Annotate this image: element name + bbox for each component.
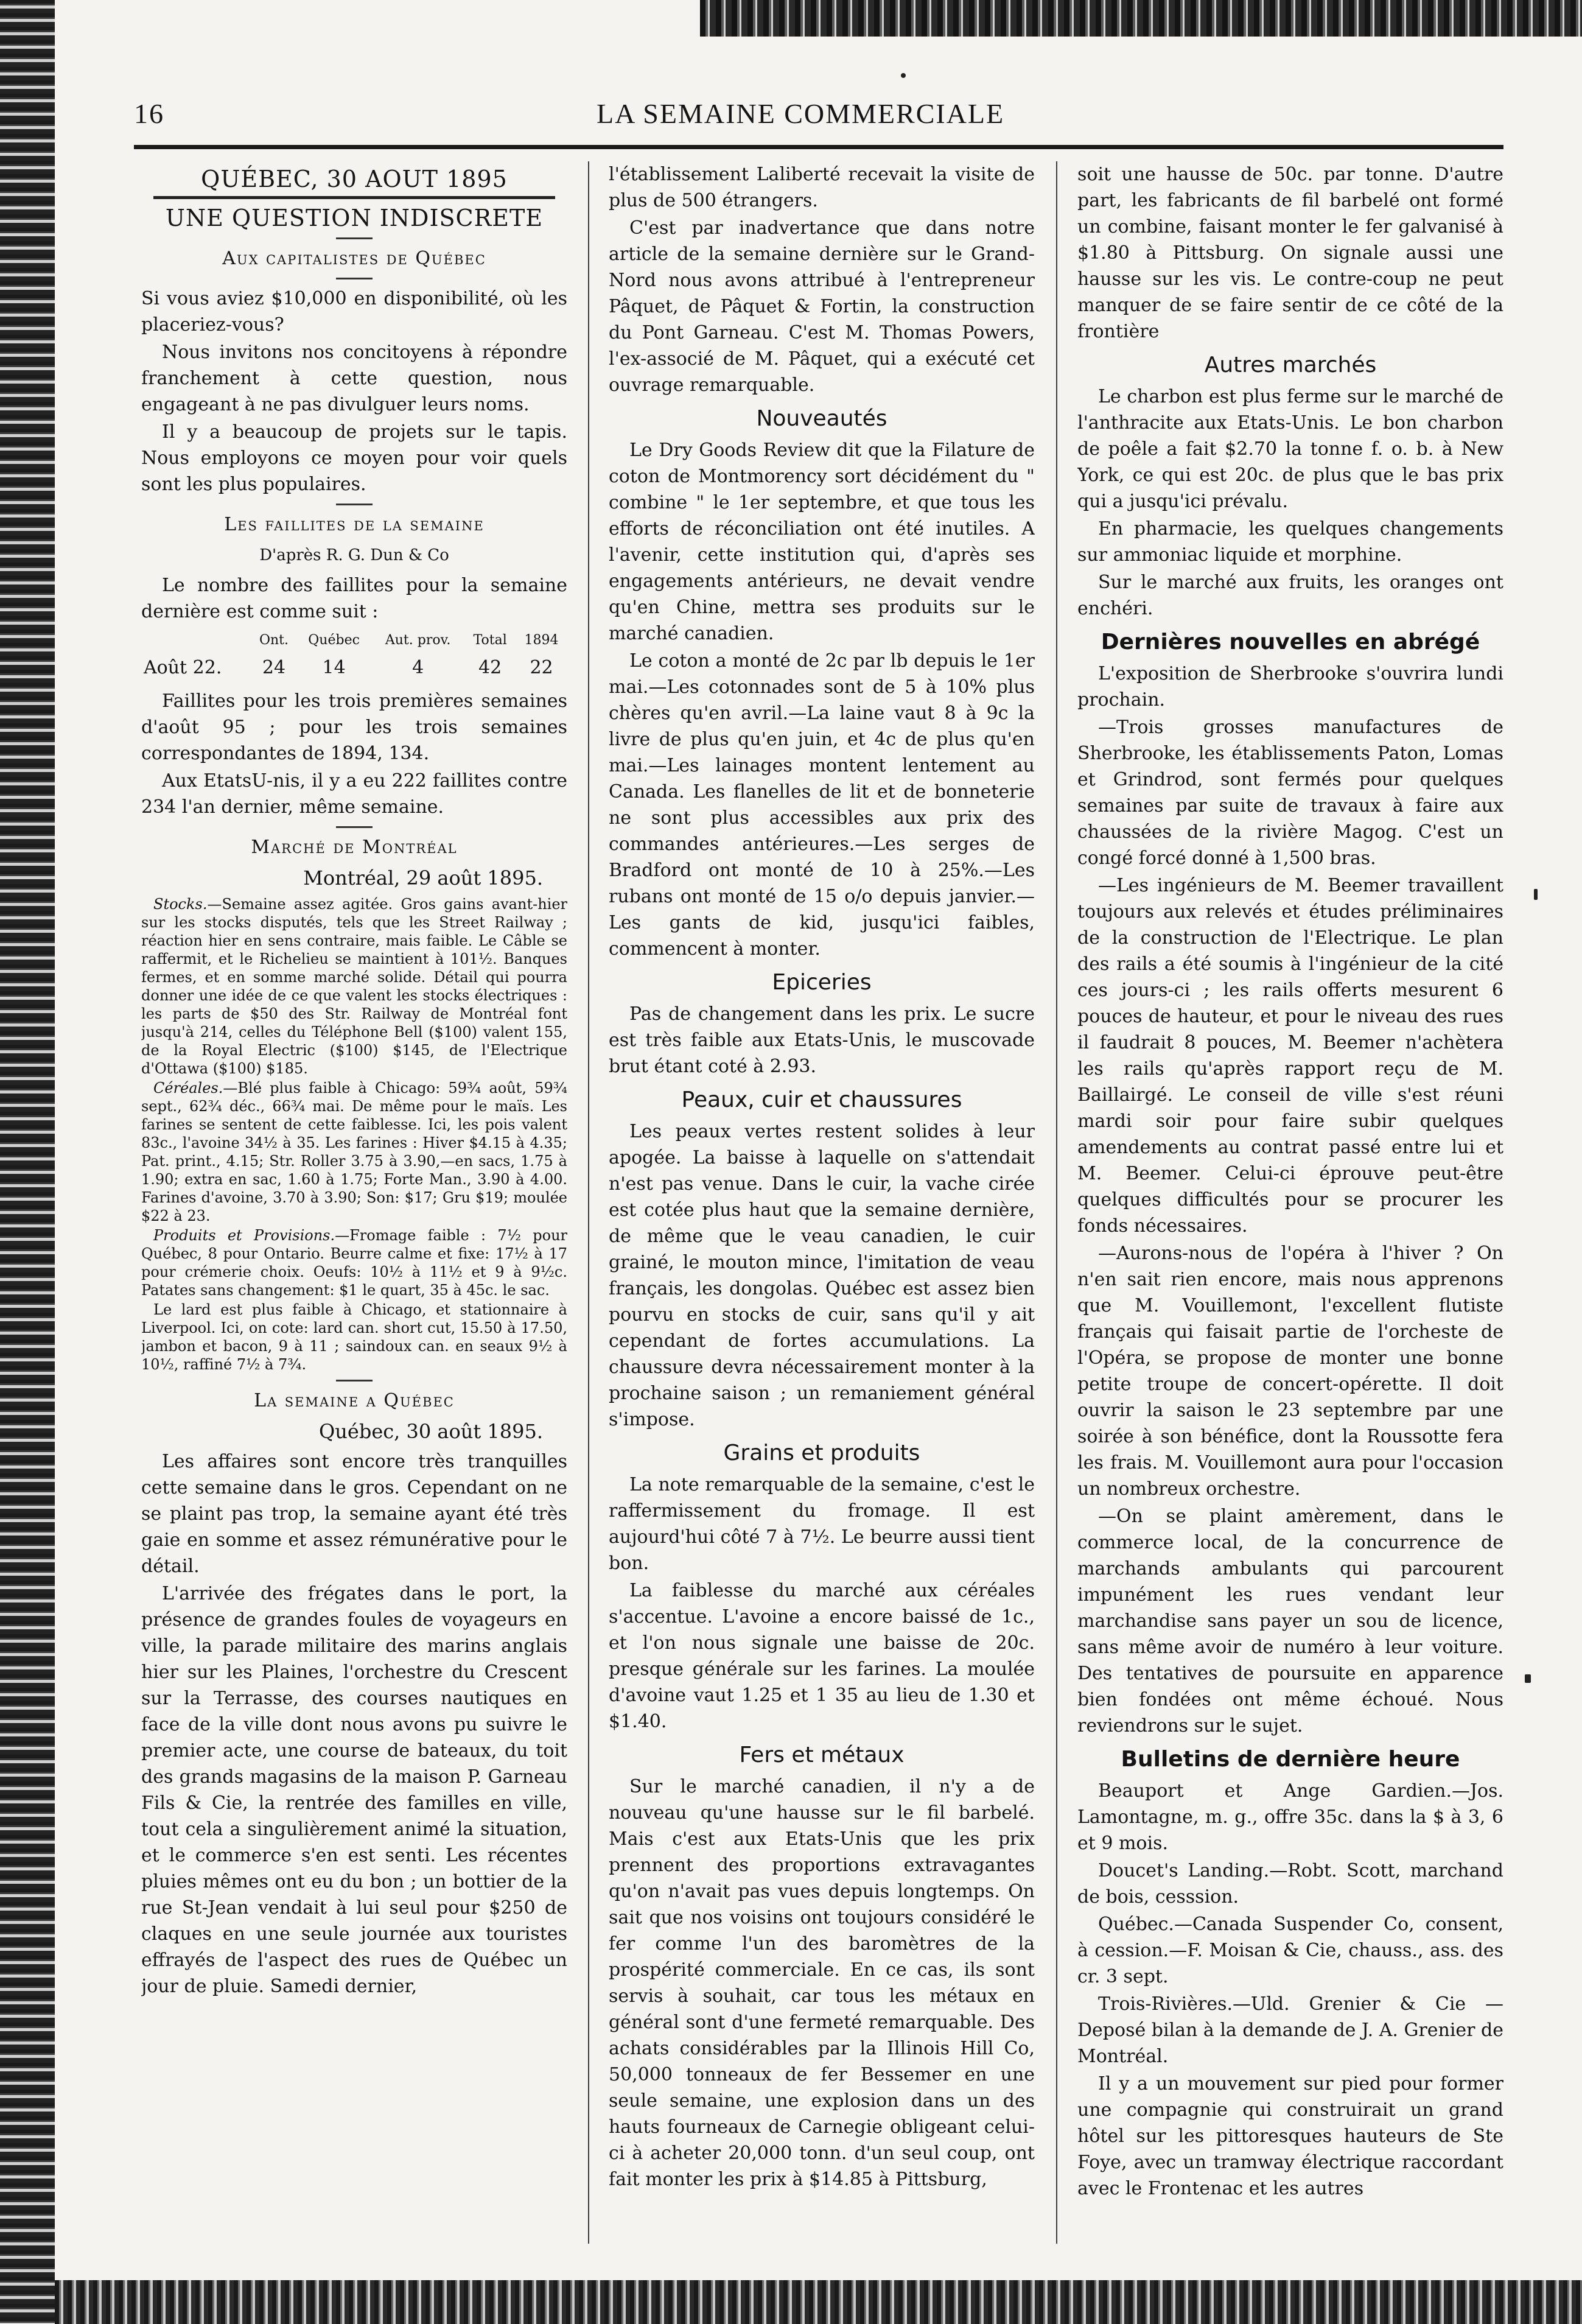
paragraph: —Trois grosses manufactures de Sherbrooke, les établissements Paton, Lomas et Grindrod, sont fermés pour quelques semaines par suite de travaux à faire aux chaussées de la rivière Magog. C'est un congé forcé donné à 1,500 bras.: [1077, 717, 1503, 869]
column-2: [609, 161, 1035, 2244]
section-heading-peaux: Peaux, cuir et chaussures: [681, 1087, 962, 1112]
scan-speck: [1534, 889, 1538, 900]
section-heading-epiceries: Epiceries: [772, 970, 872, 995]
market-report: [141, 895, 567, 1374]
column-1: [141, 161, 567, 2244]
header-rule: [134, 145, 1503, 149]
table-row: [141, 653, 567, 682]
short-rule: [336, 1380, 373, 1381]
short-rule: [336, 237, 373, 239]
paragraph: La faiblesse du marché aux céréales s'accentue. L'avoine a encore baissé de 1c., et l'on nous signale une baisse de 20c. presque générale sur les farines. La moulée d'avoine vaut 1.25 et 1 35 au lieu de 1.30 et $1.40.: [609, 1580, 1035, 1732]
section-heading-autres-marches: Autres marchés: [1204, 353, 1377, 377]
faillites-source: D'après R. G. Dun & Co: [259, 546, 449, 564]
column-rule-2: [1056, 161, 1057, 2244]
paragraph: —On se plaint amèrement, dans le commerce local, de la concurrence de marchands ambulants qui parcourent impunément les rues vendant leur marchandise sans payer un sou de licence, sans même avoir de numéro à leur voiture. Des tentatives de poursuite en apparence bien fondées ont même échoué. Nous reviendrons sur le sujet.: [1077, 1506, 1503, 1736]
page-number: 16: [134, 98, 164, 129]
scan-edge-left: [0, 0, 55, 2324]
paragraph: l'établissement Laliberté recevait la visite de plus de 500 étrangers.: [609, 164, 1035, 211]
article-title-question: UNE QUESTION INDISCRETE: [165, 205, 544, 231]
table-header-cell: Québec: [308, 633, 360, 648]
paragraph: Il y a beaucoup de projets sur le tapis. Nous employons ce moyen pour voir quels sont les plus populaires.: [141, 421, 567, 495]
paragraph: Sur le marché aux fruits, les oranges ont enchéri.: [1077, 572, 1503, 619]
scan-speck: [901, 73, 906, 78]
paragraph: Trois-Rivières.—Uld. Grenier & Cie —Deposé bilan à la demande de J. A. Grenier de Montréal.: [1077, 1993, 1503, 2067]
paragraph: Si vous aviez $10,000 en disponibilité, où les placeriez-vous?: [141, 288, 567, 335]
paragraph: Sur le marché canadien, il n'y a de nouveau qu'une hausse sur le fil barbelé. Mais c'est aux Etats-Unis que les prix prennent des proportions extravagantes qu'on n'avait pas vues depuis longtemps. On sait que nos voisins ont toujours considéré le fer comme l'un des baromètres de la prospérité commerciale. En ce cas, ils sont servis à souhait, car tous les métaux en général sont d'une fermeté remarquable. Des achats considérables par la Illinois Hill Co, 50,000 tonneaux de fer Bessemer en une seule semaine, une explosion dans un des hauts fourneaux de Carnegie obligeant celui-ci à acheter 20,000 tonn. d'un seul coup, ont fait monter les prix à $14.85 à Pittsburg,: [609, 1776, 1035, 2190]
table-header-cell: Aut. prov.: [385, 633, 451, 648]
paragraph: Pas de changement dans les prix. Le sucre est très faible aux Etats-Unis, le muscovade brut étant coté à 2.93.: [609, 1003, 1035, 1077]
semaine-heading: La semaine a Québec: [254, 1390, 455, 1411]
scan-edge-bottom: [55, 2280, 1582, 2324]
section-heading-bulletins: Bulletins de dernière heure: [1121, 1747, 1460, 1772]
table-cell: 42: [478, 657, 502, 678]
paragraph: Québec.—Canada Suspender Co, consent, à cession.—F. Moisan & Cie, chauss., ass. des cr. 3 sept.: [1077, 1914, 1503, 1987]
paragraph: Le coton a monté de 2c par lb depuis le 1er mai.—Les cotonnades sont de 5 à 10% plus chères qu'en avril.—La laine vaut 8 à 9c la livre de plus qu'en juin, et 4c de plus qu'en mai.—Les lainages montent lentement au Canada. Les flanelles de lit et de bonneterie ne sont plus accessibles aux prix des commandes antérieures.—Les serges de Bradford ont monté de 10 à 25%.—Les rubans ont monté de 15 o/o depuis janvier.—Les gants de kid, jusqu'ici faibles, commencent à monter.: [609, 650, 1035, 960]
short-rule: [336, 504, 373, 505]
table-header-cell: Total: [473, 633, 507, 648]
paragraph: Le nombre des faillites pour la semaine dernière est comme suit :: [141, 575, 567, 622]
heavy-rule: [153, 196, 555, 199]
table-cell: 14: [322, 657, 346, 678]
table-header-row: [141, 627, 567, 653]
paragraph: En pharmacie, les quelques changements sur ammoniac liquide et morphine.: [1077, 518, 1503, 566]
table-cell: 4: [412, 657, 424, 678]
semaine-date: Québec, 30 août 1895.: [319, 1420, 543, 1443]
section-heading-grains: Grains et produits: [723, 1441, 920, 1466]
paragraph: Il y a un mouvement sur pied pour former une compagnie qui construirait un grand hôtel sur les pittoresques hauteurs de Ste Foye, avec un tramway électrique raccordant avec le Frontenac et les autres: [1077, 2073, 1503, 2199]
paragraph: Nous invitons nos concitoyens à répondre franchement à cette question, nous engageant à ne pas divulguer leurs noms.: [141, 342, 567, 415]
section-heading-dernieres-nouvelles: Dernières nouvelles en abrégé: [1101, 630, 1480, 655]
paragraph: Les peaux vertes restent solides à leur apogée. La baisse à laquelle on s'attendait n'est pas venue. Dans le cuir, la vache cirée est cotée plus haut que la semaine dernière, de même que le veau canadien, le cuir grainé, le mouton mince, l'imitation de veau français, les dongolas. Québec est assez bien pourvu en stocks de cuir, sans qu'il y ait cependant de fortes accumulations. La chaussure devra nécessairement monter à la prochaine saison ; un remaniement général s'impose.: [609, 1121, 1035, 1430]
column-3: [1077, 161, 1503, 2244]
market-label: Stocks.: [153, 896, 208, 913]
table-header-cell: 1894: [524, 633, 559, 648]
market-text: Le lard est plus faible à Chicago, et stationnaire à Liverpool. Ici, on cote: lard can. short cut, 15.50 à 17.50, jambon et bacon, 9 à 11 ; saindoux can. en seaux 9½ à 10½, raffiné 7½ à 7¾.: [141, 1301, 567, 1373]
paragraph: C'est par inadvertance que dans notre article de la semaine dernière sur le Grand-Nord nous avons attribué à l'entrepreneur Pâquet, de Pâquet & Fortin, la construction du Pont Garneau. C'est M. Thomas Powers, l'ex-associé de M. Pâquet, qui a exécuté cet ouvrage remarquable.: [609, 217, 1035, 396]
market-paragraph: [141, 1301, 567, 1374]
paragraph: L'exposition de Sherbrooke s'ouvrira lundi prochain.: [1077, 663, 1503, 711]
paragraph: soit une hausse de 50c. par tonne. D'autre part, les fabricants de fil barbelé ont formé un combine, faisant monter le fer galvanisé à $1.80 à Pittsburg. On signale aussi une hausse sur les vis. Le contre-coup ne peut manquer de se faire sentir de ce côté de la frontière: [1077, 164, 1503, 342]
paragraph: Faillites pour les trois premières semaines d'août 95 ; pour les trois semaines correspondantes de 1894, 134.: [141, 690, 567, 764]
market-text: —Fromage faible : 7½ pour Québec, 8 pour Ontario. Beurre calme et fixe: 17½ à 17 pour crémerie choix. Oeufs: 10½ à 11½ et 9 à 9½c. Patates sans changement: $1 le quart, 35 à 45c. le sac.: [141, 1227, 567, 1299]
short-rule: [336, 278, 373, 279]
table-cell: 24: [262, 657, 286, 678]
market-paragraph: [141, 1226, 567, 1299]
paragraph: Le Dry Goods Review dit que la Filature de coton de Montmorency sort décidément du " combine " le 1er septembre, et que tous les efforts de réconciliation ont été inutiles. A l'avenir, cette institution qui, d'après ses engagements antérieurs, ne devait vendre qu'en Chine, mettra ses produits sur le marché canadien.: [609, 440, 1035, 644]
paragraph: Doucet's Landing.—Robt. Scott, marchand de bois, cesssion.: [1077, 1860, 1503, 1908]
paragraph: La note remarquable de la semaine, c'est le raffermissement du fromage. Il est aujourd'hui côté 7 à 7½. Le beurre aussi tient bon.: [609, 1474, 1035, 1574]
journal-title: LA SEMAINE COMMERCIALE: [597, 98, 1005, 129]
marche-heading: Marché de Montréal: [251, 837, 458, 858]
table-header-cell: Ont.: [259, 633, 289, 648]
paragraph: Aux EtatsU-nis, il y a eu 222 faillites contre 234 l'an dernier, même semaine.: [141, 770, 567, 818]
faillites-heading: Les faillites de la semaine: [224, 514, 485, 535]
section-heading-fers: Fers et métaux: [739, 1743, 905, 1768]
short-rule: [336, 826, 373, 828]
running-head: [134, 97, 1503, 140]
paragraph: L'arrivée des frégates dans le port, la présence de grandes foules de voyageurs en ville, la parade militaire des marins anglais hier sur les Plaines, l'orchestre du Crescent sur la Terrasse, des courses nautiques en face de la ville dont nous avons pu suivre le premier acte, une course de bateaux, du toit des grands magasins de la maison P. Garneau Fils & Cie, la rentrée des familles en ville, tout cela a singulièrement animé la situation, et le commerce s'en est senti. Les récentes pluies mêmes ont eu du bon ; un bottier de la rue St-Jean vendait à lui seul pour $250 de claques en une seule journée aux touristes effrayés de l'aspect des rues de Québec un jour de pluie. Samedi dernier,: [141, 1583, 567, 1997]
market-text: —Semaine assez agitée. Gros gains avant-hier sur les stocks disputés, tels que les Street Railway ; réaction hier en sens contraire, mais faible. Le Câble se raffermit, et le Richelieu se maintient à 101½. Banques fermes, et en somme marché solide. Détail qui pourra donner une idée de ce que valent les stocks électriques : les parts de $50 des Str. Railway de Montréal font jusqu'à 214, celles du Téléphone Bell ($100) valent 155, de la Royal Electric ($100) $145, de l'Electrique d'Ottawa ($100) $185.: [141, 896, 567, 1077]
column-rule-1: [588, 161, 589, 2244]
scan-edge-top: [700, 0, 1582, 37]
dateline: QUÉBEC, 30 AOUT 1895: [201, 166, 508, 192]
market-paragraph: [141, 895, 567, 1078]
paragraph: Le charbon est plus ferme sur le marché de l'anthracite aux Etats-Unis. Le bon charbon de poêle a fait $2.70 la tonne f. o. b. à New York, ce qui est 20c. de plus que le bas prix qui a jusqu'ici prévalu.: [1077, 386, 1503, 512]
market-paragraph: [141, 1079, 567, 1225]
market-label: Produits et Provisions.: [153, 1227, 335, 1244]
section-heading-nouveautes: Nouveautés: [756, 406, 887, 431]
table-cell: Août 22.: [144, 657, 222, 678]
paragraph: Beauport et Ange Gardien.—Jos. Lamontagne, m. g., offre 35c. dans la $ à 3, 6 et 9 mois.: [1077, 1780, 1503, 1854]
article-subtitle: Aux capitalistes de Québec: [222, 248, 486, 269]
marche-date: Montréal, 29 août 1895.: [303, 866, 543, 890]
paragraph: —Les ingénieurs de M. Beemer travaillent toujours aux relevés et études préliminaires de la construction de l'Electrique. Le plan des rails a été soumis à l'ingénieur de la cité ces jours-ci ; les rails offerts mesurent 6 pouces de hauteur, et pour le niveau des rues il faudrait 8 pouces, M. Beemer n'achètera les rails qu'après rapport reçu de M. Baillairgé. Le conseil de ville s'est réuni mardi soir pour faire subir quelques amendements au contrat passé entre lui et M. Beemer. Celui-ci éprouve peut-être quelques difficultés pour se procurer les fonds nécessaires.: [1077, 875, 1503, 1237]
table-cell: 22: [530, 657, 553, 678]
table-header-cell: [141, 627, 251, 653]
paragraph: Les affaires sont encore très tranquilles cette semaine dans le gros. Cependant on ne se plaint pas trop, la semaine ayant été très gaie en somme et assez rémunérative pour le détail.: [141, 1451, 567, 1577]
scan-speck: [1525, 1674, 1531, 1683]
market-text: —Blé plus faible à Chicago: 59¾ août, 59¾ sept., 62¾ déc., 66¾ mai. De même pour le maïs. Les farines se sentent de cette faiblesse. Ici, les pois valent 83c., l'avoine 34½ à 35. Les farines : Hiver $4.15 à 4.35; Pat. print., 4.15; Str. Roller 3.75 à 3.90,—en sacs, 1.75 à 1.90; extra en sac, 1.60 à 1.75; Forte Man., 3.90 à 4.00. Farines d'avoine, 3.70 à 3.90; Son: $17; Gru $19; moulée $22 à 23.: [141, 1080, 567, 1224]
faillites-table: [141, 627, 567, 682]
market-label: Céréales.: [153, 1080, 223, 1097]
paragraph: —Aurons-nous de l'opéra à l'hiver ? On n'en sait rien encore, mais nous apprenons que M. Vouillemont, l'excellent flutiste français qui faisait partie de l'orcheste de l'Opéra, se propose de monter une bonne petite troupe de concert-opérette. Il doit ouvrir la saison le 23 septembre par une soirée à son bénéfice, dont la Roussotte fera les frais. M. Vouillemont aura pour l'occasion un nombreux orchestre.: [1077, 1243, 1503, 1500]
